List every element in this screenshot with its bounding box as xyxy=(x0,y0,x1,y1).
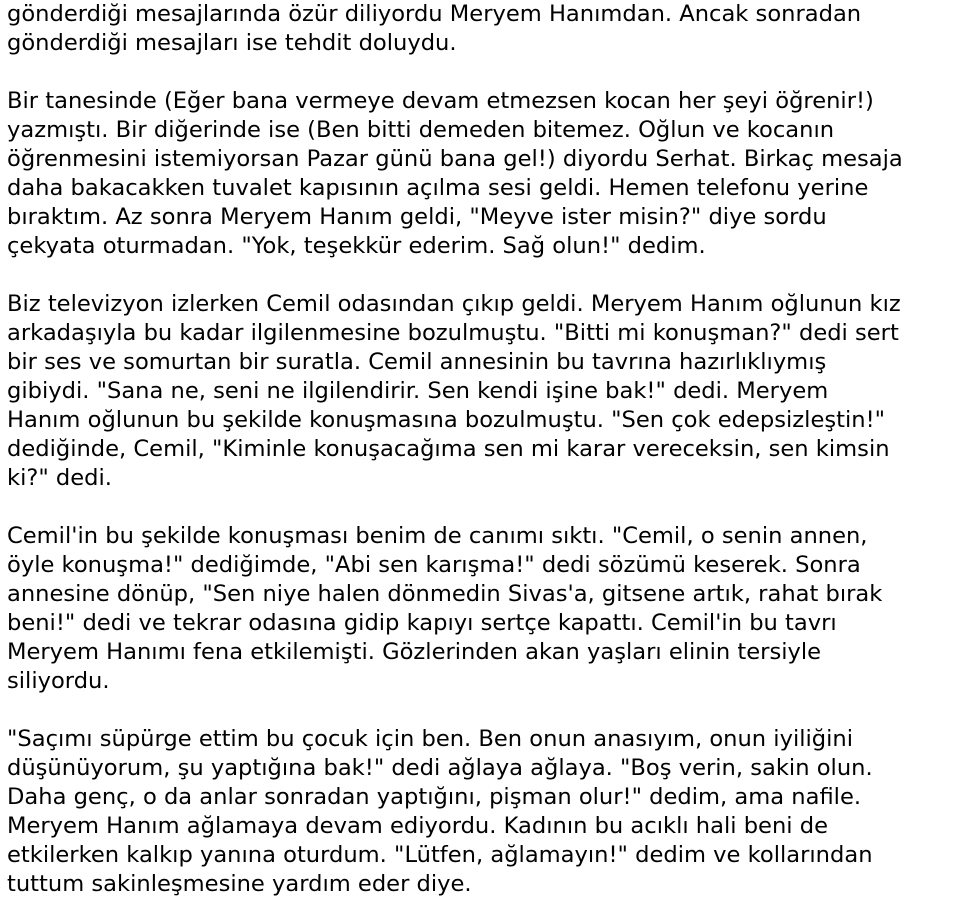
text-line: gönderdiği mesajlarında özür diliyordu Meryem Hanımdan. Ancak sonradan xyxy=(7,1,862,27)
text-line: bıraktım. Az sonra Meryem Hanım geldi, "Meyve ister misin?" diye sordu xyxy=(7,204,827,230)
text-line: beni!" dedi ve tekrar odasına gidip kapıyı sertçe kapattı. Cemil'in bu tavrı xyxy=(7,610,837,636)
text-line: düşünüyorum, şu yaptığına bak!" dedi ağlaya ağlaya. "Boş verin, sakin olun. xyxy=(7,755,873,781)
text-line: siliyordu. xyxy=(7,668,110,694)
paragraph-1 xyxy=(7,0,962,58)
text-line: yazmıştı. Bir diğerinde ise (Ben bitti demeden bitemez. Oğlun ve kocanın xyxy=(7,117,835,143)
text-line: "Saçımı süpürge ettim bu çocuk için ben. Ben onun anasıyım, onun iyiliğini xyxy=(7,726,854,752)
text-line: tuttum sakinleşmesine yardım eder diye. xyxy=(7,871,472,897)
document-body xyxy=(7,0,962,899)
paragraph-5 xyxy=(7,725,962,899)
text-line: arkadaşıyla bu kadar ilgilenmesine bozulmuştu. "Bitti mi konuşman?" dedi sert xyxy=(7,320,899,346)
text-line: bir ses ve somurtan bir suratla. Cemil annesinin bu tavrına hazırlıklıymış xyxy=(7,349,827,375)
text-line: Biz televizyon izlerken Cemil odasından çıkıp geldi. Meryem Hanım oğlunun kız xyxy=(7,291,901,317)
text-line: etkilerken kalkıp yanına oturdum. "Lütfen, ağlamayın!" dedim ve kollarından xyxy=(7,842,873,868)
text-line: gibiydi. "Sana ne, seni ne ilgilendirir. Sen kendi işine bak!" dedi. Meryem xyxy=(7,378,829,404)
text-line: annesine dönüp, "Sen niye halen dönmedin Sivas'a, gitsene artık, rahat bırak xyxy=(7,581,883,607)
paragraph-2 xyxy=(7,87,962,261)
text-line: Meryem Hanımı fena etkilemişti. Gözlerinden akan yaşları elinin tersiyle xyxy=(7,639,822,665)
text-line: öyle konuşma!" dediğimde, "Abi sen karışma!" dedi sözümü keserek. Sonra xyxy=(7,552,861,578)
text-line: daha bakacakken tuvalet kapısının açılma sesi geldi. Hemen telefonu yerine xyxy=(7,175,869,201)
text-line: öğrenmesini istemiyorsan Pazar günü bana gel!) diyordu Serhat. Birkaç mesaja xyxy=(7,146,903,172)
text-line: Bir tanesinde (Eğer bana vermeye devam etmezsen kocan her şeyi öğrenir!) xyxy=(7,88,874,114)
text-line: çekyata oturmadan. "Yok, teşekkür ederim. Sağ olun!" dedim. xyxy=(7,233,706,259)
text-line: ki?" dedi. xyxy=(7,465,112,491)
paragraph-3 xyxy=(7,290,962,493)
text-line: Daha genç, o da anlar sonradan yaptığını, pişman olur!" dedim, ama nafile. xyxy=(7,784,862,810)
text-line: Hanım oğlunun bu şekilde konuşmasına bozulmuştu. "Sen çok edepsizleştin!" xyxy=(7,407,886,433)
text-line: gönderdiği mesajları ise tehdit doluydu. xyxy=(7,30,457,56)
text-line: dediğinde, Cemil, "Kiminle konuşacağıma sen mi karar vereceksin, sen kimsin xyxy=(7,436,890,462)
text-line: Meryem Hanım ağlamaya devam ediyordu. Kadının bu acıklı hali beni de xyxy=(7,813,828,839)
text-line: Cemil'in bu şekilde konuşması benim de canımı sıktı. "Cemil, o senin annen, xyxy=(7,523,868,549)
paragraph-4 xyxy=(7,522,962,696)
